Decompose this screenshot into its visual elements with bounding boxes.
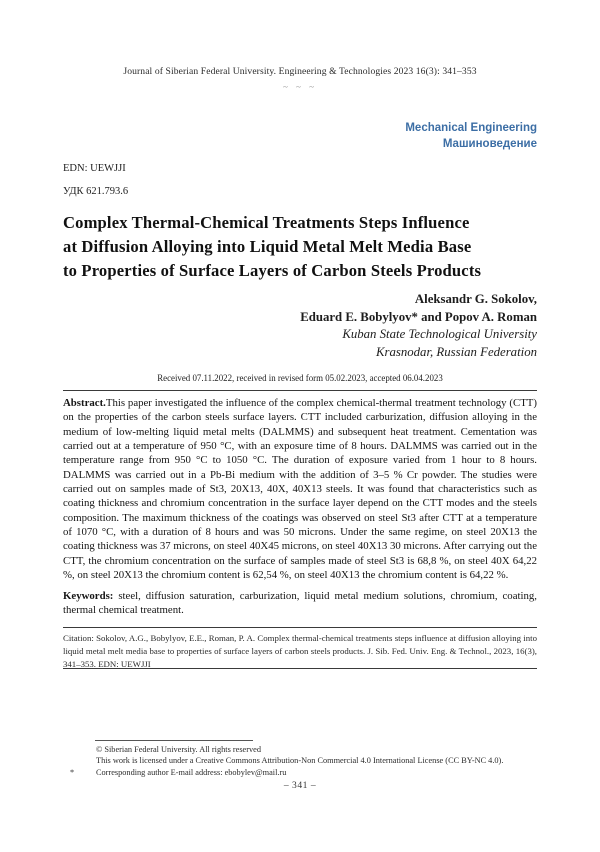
corresponding-author-line bbox=[63, 767, 537, 778]
paper-title-line-3: to Properties of Surface Layers of Carbon Steels Products bbox=[63, 260, 482, 280]
divider-rule-top bbox=[63, 390, 537, 391]
license-line: This work is licensed under a Creative Commons Attribution-Non Commercial 4.0 International License (CC BY-NC 4.0). bbox=[96, 756, 504, 766]
abstract-paragraph bbox=[63, 396, 537, 582]
page-number: – 341 – bbox=[283, 780, 317, 791]
copyright-line: © Siberian Federal University. All rights reserved bbox=[96, 745, 261, 754]
keywords-text: steel, diffusion saturation, carburization, liquid metal medium solutions, chromium, coating, thermal chemical treatment. bbox=[63, 590, 537, 617]
authors-block bbox=[300, 291, 537, 361]
edn-code: EDN: UEWJJI bbox=[63, 163, 126, 174]
citation-rule-bottom bbox=[63, 668, 537, 669]
footnote-asterisk: * bbox=[70, 767, 75, 777]
corresponding-author-text: Corresponding author E-mail address: ebobylev@mail.ru bbox=[96, 767, 287, 777]
journal-header-line: Journal of Siberian Federal University. Engineering & Technologies 2023 16(3): 341–353 bbox=[123, 66, 477, 77]
paper-title bbox=[63, 211, 537, 282]
author-line-2: Eduard E. Bobylyov* and Popov A. Roman bbox=[300, 309, 537, 324]
section-heading-en: Mechanical Engineering bbox=[405, 122, 537, 134]
udk-code: УДК 621.793.6 bbox=[63, 186, 129, 197]
paper-title-line-1: Complex Thermal-Chemical Treatments Steps Influence bbox=[63, 213, 470, 232]
paper-title-line-2: at Diffusion Alloying into Liquid Metal Melt Media Base bbox=[63, 236, 472, 256]
ornament-tildes: ~ ~ ~ bbox=[282, 82, 318, 92]
footnote-divider bbox=[95, 740, 253, 741]
abstract-label: Abstract. bbox=[63, 397, 106, 409]
affiliation-line-2: Krasnodar, Russian Federation bbox=[375, 344, 537, 359]
section-heading-ru: Машиноведение bbox=[442, 137, 537, 150]
affiliation-line-1: Kuban State Technological University bbox=[342, 327, 537, 342]
citation-paragraph: Citation: Sokolov, A.G., Bobylyov, E.E., Roman, P. A. Complex thermal-chemical treatments steps influence at diffusion alloying into liquid metal melt media base to properties of surface layers of carbon steels products. J. Sib. Fed. Univ. Eng. & Technol., 2023, 16(3), 341–353. EDN: UEWJJI bbox=[63, 633, 537, 669]
section-heading bbox=[405, 121, 537, 152]
abstract-text: This paper investigated the influence of the complex chemical-thermal treatment technology (CTT) on the properties of the carbon steels surface layers. CTT included carburization, diffusion alloying in the medium of low-melting liquid metal melts (DALMMS) and subsequent heat treatment. Cementation was carried out at a temperature of 950 °C, with an exposure time of 8 hours. DALMMS was carried out in the temperature range from 950 °C to 1050 °C. The duration of exposure varied from 1 hour to 8 hours. DALMMS was carried out in a Pb-Bi medium with the addition of 3–5 % Cr powder. The studies were carried out on samples made of St3, 20X13, 40X, 40X13 steels. It was found that characteristics such as coating thickness and chromium concentration in the surface layer depend on the CTT modes and the steels composition. The maximum thickness of the coatings was observed on steel St3 after CTT at a temperature of 1070 °C, with a duration of 8 hours and was 50 microns. Under the same regime, on steel 20X13 the coating thickness was 37 microns, on steel 40X45 microns, on steel 40X13 30 microns. After carrying out the CTT, the chromium concentration on the surface of samples made of steel St3 is 68,8 %, on steel 40X 64,22 %, on steel 20X13 the chromium content is 62,54 %, on steel 40X13 the chromium content is 64,22 %. bbox=[63, 397, 537, 582]
keywords-label: Keywords: bbox=[63, 590, 114, 602]
author-line-1: Aleksandr G. Sokolov, bbox=[414, 292, 537, 306]
footnote-block bbox=[63, 744, 537, 778]
keywords-paragraph bbox=[63, 589, 537, 618]
citation-rule-top bbox=[63, 627, 537, 628]
received-dates-line: Received 07.11.2022, received in revised form 05.02.2023, accepted 06.04.2023 bbox=[157, 373, 443, 383]
